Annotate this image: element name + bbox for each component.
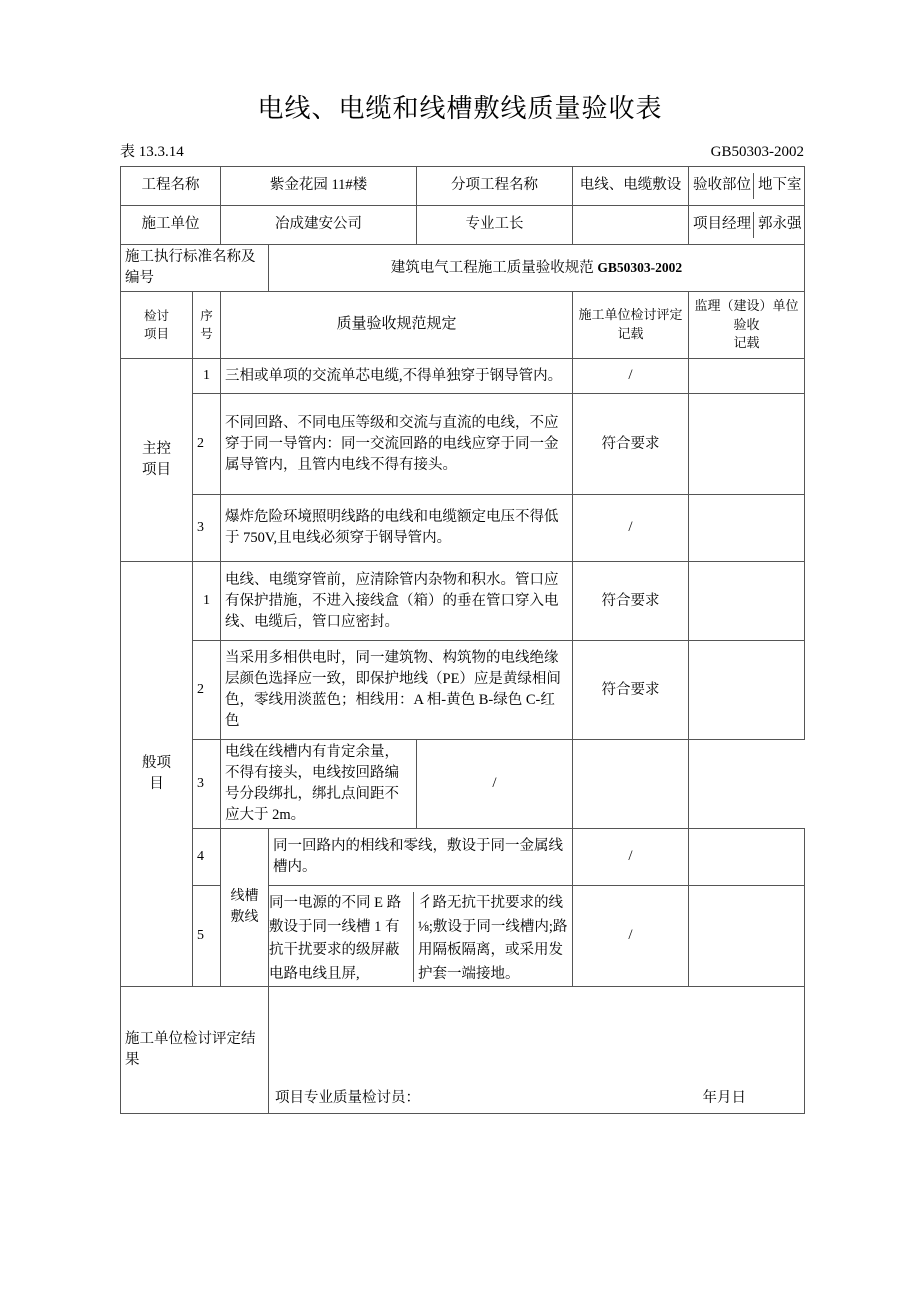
general-item-3-contractor: / — [417, 740, 573, 829]
table-row — [121, 495, 805, 562]
general-item-4-supervisor — [689, 829, 805, 886]
standard-value-text: 建筑电气工程施工质量验收规范 — [390, 259, 594, 276]
project-name-value: 紫金花园 11#楼 — [221, 167, 417, 206]
table-row — [121, 829, 805, 886]
general-item-3-spec: 电线在线槽内有肯定余量，不得有接头，电线按回路编号分段绑扎，绑扎点间距不应大于 2m。 — [221, 740, 417, 829]
section-label-main-line2: 项目 — [142, 462, 171, 479]
general-item-5-spec-container — [269, 886, 573, 987]
col-check-item — [121, 292, 193, 359]
col-supervisor-line2: 记载 — [733, 335, 760, 351]
standard-code: GB50303-2002 — [710, 144, 804, 160]
construction-unit-label: 施工单位 — [121, 206, 221, 245]
col-seq-line2: 号 — [200, 327, 213, 342]
main-item-3-contractor: / — [573, 495, 689, 562]
general-item-5-spec-right: 彳路无抗干扰要求的线⅛;敷设于同一线槽内;路用隔板隔离，或采用发护套一端接地。 — [413, 892, 570, 982]
construction-unit-value: 冶成建安公司 — [221, 206, 417, 245]
table-number: 表 13.3.14 — [120, 144, 184, 160]
general-item-4-contractor: / — [573, 829, 689, 886]
col-check-item-line1: 检讨 — [143, 308, 169, 323]
subgroup-label-trunking — [221, 829, 269, 987]
general-item-5-no: 5 — [193, 886, 221, 987]
standard-value-code: GB50303-2002 — [597, 259, 683, 275]
col-contractor-line2: 记载 — [617, 326, 644, 342]
section-label-general-line2: 目 — [149, 776, 164, 793]
general-item-1-spec: 电线、电缆穿管前，应清除管内杂物和积水。管口应有保护措施，不进入接线盒（箱）的垂在管口穿入电线、电缆后，管口应密封。 — [221, 562, 573, 641]
foreman-label: 专业工长 — [417, 206, 573, 245]
general-item-1-contractor: 符合要求 — [573, 562, 689, 641]
main-item-1-supervisor — [689, 359, 805, 394]
general-item-5-contractor: / — [573, 886, 689, 987]
table-row — [121, 740, 805, 829]
main-item-1-no: 1 — [193, 359, 221, 394]
main-item-3-no: 3 — [193, 495, 221, 562]
col-contractor-line1: 施工单位检讨评定 — [578, 307, 683, 323]
date-label: 年月日 — [702, 1090, 746, 1107]
table-row — [121, 562, 805, 641]
section-label-general — [121, 562, 193, 987]
general-item-1-supervisor — [689, 562, 805, 641]
col-supervisor — [689, 292, 805, 359]
acceptance-part-label: 验收部位 — [693, 177, 751, 194]
info-row-project — [121, 167, 805, 206]
general-item-3-no: 3 — [193, 740, 221, 829]
acceptance-part-value: 地下室 — [754, 173, 805, 198]
standard-row — [121, 245, 805, 292]
signature-area — [269, 995, 804, 1113]
col-contractor — [573, 292, 689, 359]
conclusion-label: 施工单位检讨评定结果 — [121, 987, 269, 1114]
acceptance-table — [120, 166, 805, 1114]
subitem-value: 电线、电缆敷设 — [573, 167, 689, 206]
col-spec: 质量验收规范规定 — [221, 292, 573, 359]
main-item-3-spec: 爆炸危险环境照明线路的电线和电缆额定电压不得低于 750V,且电线必须穿于钢导管内。 — [221, 495, 573, 562]
general-item-5-spec-left: 同一电源的不同 E 路敷设于同一线槽 1 有抗干扰要求的级屏蔽电路电线且屏, — [269, 895, 402, 982]
general-item-2-no: 2 — [193, 641, 221, 740]
col-supervisor-line1: 监理（建设）单位验收 — [694, 297, 799, 332]
main-item-1-spec: 三相或单项的交流单芯电缆,不得单独穿于钢导管内。 — [221, 359, 573, 394]
standard-value — [269, 245, 805, 292]
table-caption-row — [120, 140, 804, 161]
general-item-2-spec: 当采用多相供电时，同一建筑物、构筑物的电线绝缘层颜色选择应一致，即保护地线（PE）应是黄绿相间色，零线用淡蓝色；相线用：A 相-黄色 B-绿色 C-红色 — [221, 641, 573, 740]
section-label-main — [121, 359, 193, 562]
main-item-2-supervisor — [689, 394, 805, 495]
manager-value: 郭永强 — [754, 212, 805, 237]
general-item-5-supervisor — [689, 886, 805, 987]
general-item-1-no: 1 — [193, 562, 221, 641]
subgroup-label-line1: 线槽 — [230, 889, 259, 905]
table-row — [121, 394, 805, 495]
signature-line — [275, 1088, 798, 1109]
subgroup-label-line2: 敷线 — [230, 909, 259, 925]
conclusion-row — [121, 987, 805, 1114]
general-item-2-supervisor — [689, 641, 805, 740]
project-name-label: 工程名称 — [121, 167, 221, 206]
general-item-4-spec: 同一回路内的相线和零线，敷设于同一金属线槽内。 — [269, 829, 573, 886]
manager-label: 项目经理 — [693, 216, 751, 233]
table-row — [121, 641, 805, 740]
main-item-1-contractor: / — [573, 359, 689, 394]
foreman-value — [573, 206, 689, 245]
general-item-4-no: 4 — [193, 829, 221, 886]
main-item-3-supervisor — [689, 495, 805, 562]
main-item-2-no: 2 — [193, 394, 221, 495]
table-row — [121, 359, 805, 394]
subitem-label: 分项工程名称 — [417, 167, 573, 206]
conclusion-sign-cell — [269, 987, 805, 1114]
col-seq-line1: 序 — [200, 308, 213, 323]
section-label-main-line1: 主控 — [142, 441, 171, 458]
col-check-item-line2: 项目 — [143, 327, 169, 342]
general-item-2-contractor: 符合要求 — [573, 641, 689, 740]
page-title: 电线、电缆和线槽敷线质量验收表 — [257, 94, 663, 123]
info-row-unit — [121, 206, 805, 245]
section-label-general-line1: 般项 — [142, 755, 171, 772]
standard-label: 施工执行标准名称及编号 — [121, 245, 269, 292]
column-header-row — [121, 292, 805, 359]
general-item-3-supervisor — [573, 740, 689, 829]
overlapping-text-block — [269, 890, 572, 982]
main-item-2-contractor: 符合要求 — [573, 394, 689, 495]
col-seq — [193, 292, 221, 359]
main-item-2-spec: 不同回路、不同电压等级和交流与直流的电线，不应穿于同一导管内：同一交流回路的电线应穿于同一金属导管内，且管内电线不得有接头。 — [221, 394, 573, 495]
inspector-label: 项目专业质量检讨员： — [275, 1090, 420, 1107]
